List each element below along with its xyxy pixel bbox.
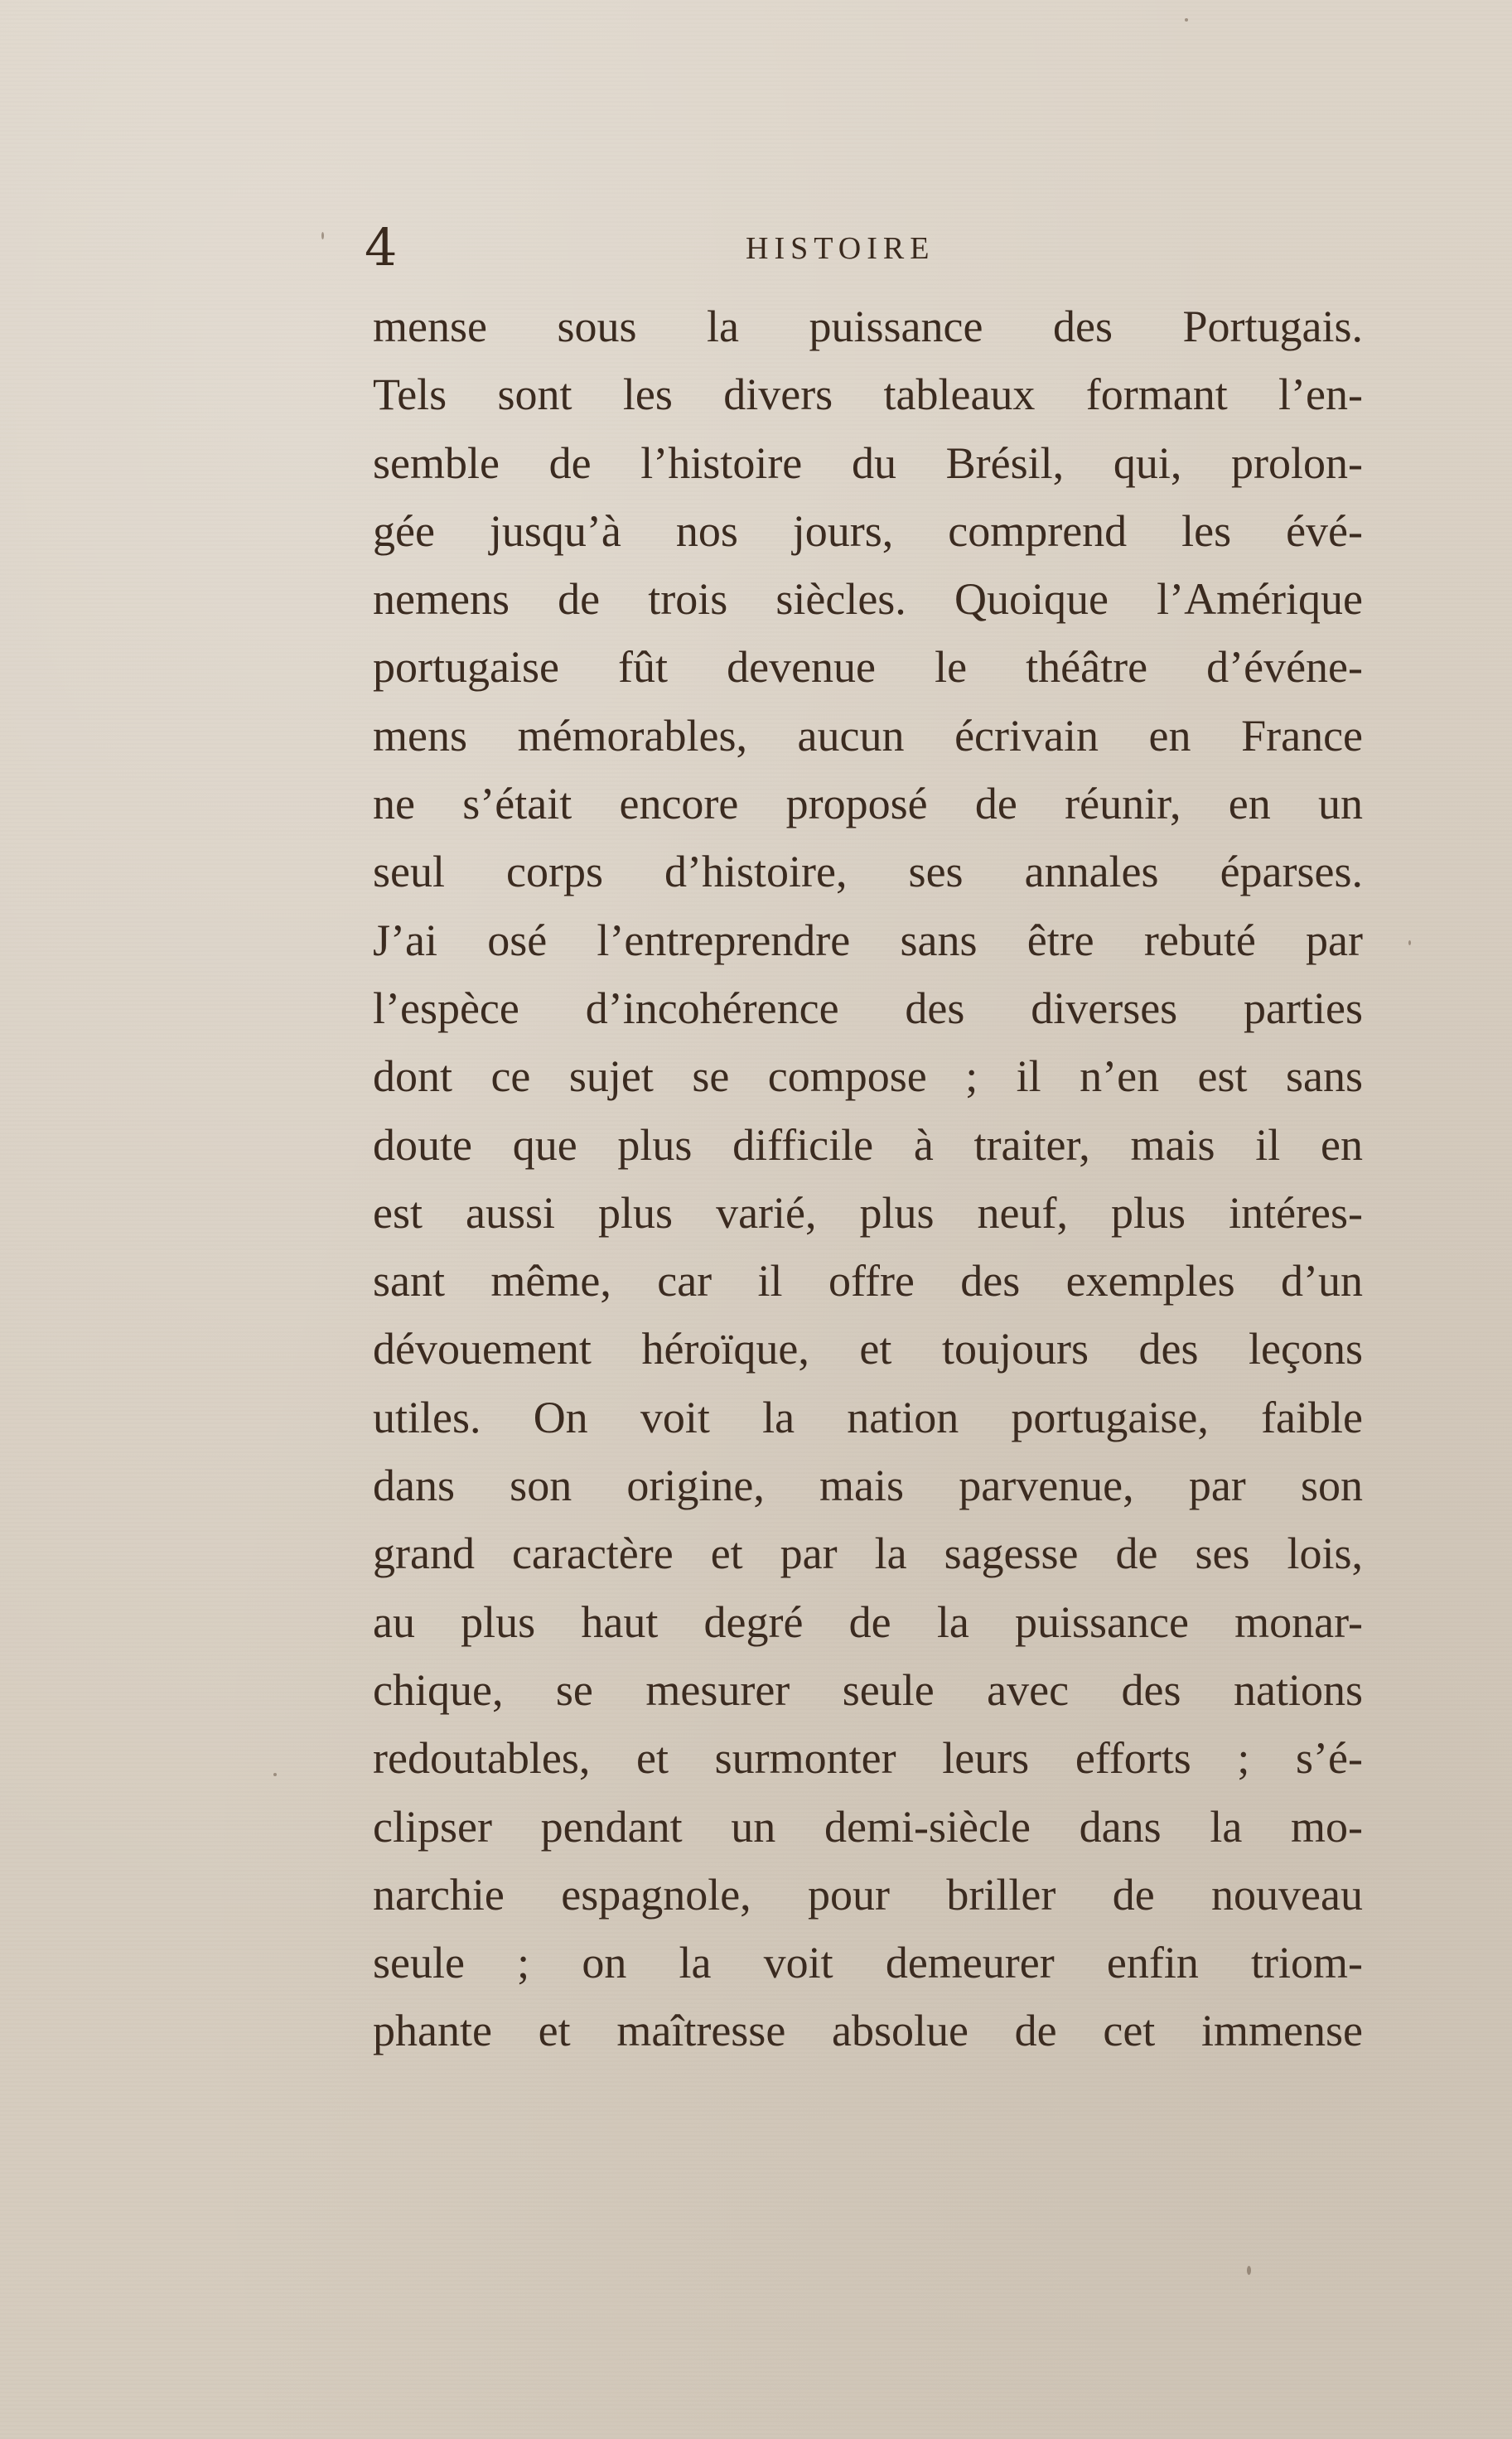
text-line: clipser pendant un demi-siècle dans la mo- bbox=[373, 1801, 1363, 1852]
paper-speck bbox=[1185, 18, 1188, 22]
text-line: est aussi plus varié, plus neuf, plus intéres- bbox=[373, 1187, 1363, 1238]
text-line: J’ai osé l’entreprendre sans être rebuté par bbox=[373, 915, 1363, 965]
text-line: mense sous la puissance des Portugais. bbox=[373, 302, 1363, 351]
text-line: mens mémorables, aucun écrivain en France bbox=[373, 710, 1363, 761]
text-line: doute que plus difficile à traiter, mais il en bbox=[373, 1119, 1363, 1170]
text-line: grand caractère et par la sagesse de ses lois, bbox=[373, 1529, 1363, 1579]
text-line: chique, se mesurer seule avec des nations bbox=[373, 1664, 1363, 1715]
text-line: dévouement héroïque, et toujours des leçons bbox=[373, 1324, 1363, 1374]
text-line: gée jusqu’à nos jours, comprend les évé- bbox=[373, 505, 1363, 556]
text-line: sant même, car il offre des exemples d’un bbox=[373, 1256, 1363, 1306]
text-line: semble de l’histoire du Brésil, qui, prolon- bbox=[373, 437, 1363, 488]
text-line: ne s’était encore proposé de réunir, en un bbox=[373, 779, 1363, 829]
text-line: redoutables, et surmonter leurs efforts ; s’é- bbox=[373, 1733, 1363, 1784]
body-text bbox=[373, 292, 1363, 2065]
running-head: HISTOIRE bbox=[746, 231, 935, 266]
paper-speck bbox=[1408, 940, 1411, 945]
text-line: narchie espagnole, pour briller de nouveau bbox=[373, 1869, 1363, 1920]
text-line: dans son origine, mais parvenue, par son bbox=[373, 1461, 1363, 1511]
text-line: utiles. On voit la nation portugaise, faible bbox=[373, 1392, 1363, 1442]
page-number: 4 bbox=[365, 217, 398, 278]
paper-speck bbox=[273, 1773, 277, 1776]
text-line: portugaise fût devenue le théâtre d’événe- bbox=[373, 642, 1363, 693]
paper-speck bbox=[1247, 2266, 1251, 2275]
text-line: seule ; on la voit demeurer enfin triom- bbox=[373, 1938, 1363, 1988]
page-header bbox=[365, 217, 1359, 283]
text-line: dont ce sujet se compose ; il n’en est sans bbox=[373, 1051, 1363, 1102]
paper-speck bbox=[321, 232, 324, 239]
text-line: seul corps d’histoire, ses annales éparses. bbox=[373, 847, 1363, 897]
text-line: au plus haut degré de la puissance monar- bbox=[373, 1596, 1363, 1647]
text-line: Tels sont les divers tableaux formant l’en- bbox=[373, 369, 1363, 420]
text-line: l’espèce d’incohérence des diverses parties bbox=[373, 983, 1363, 1033]
text-line: nemens de trois siècles. Quoique l’Amérique bbox=[373, 574, 1363, 625]
text-line: phante et maîtresse absolue de cet immense bbox=[373, 2006, 1363, 2056]
